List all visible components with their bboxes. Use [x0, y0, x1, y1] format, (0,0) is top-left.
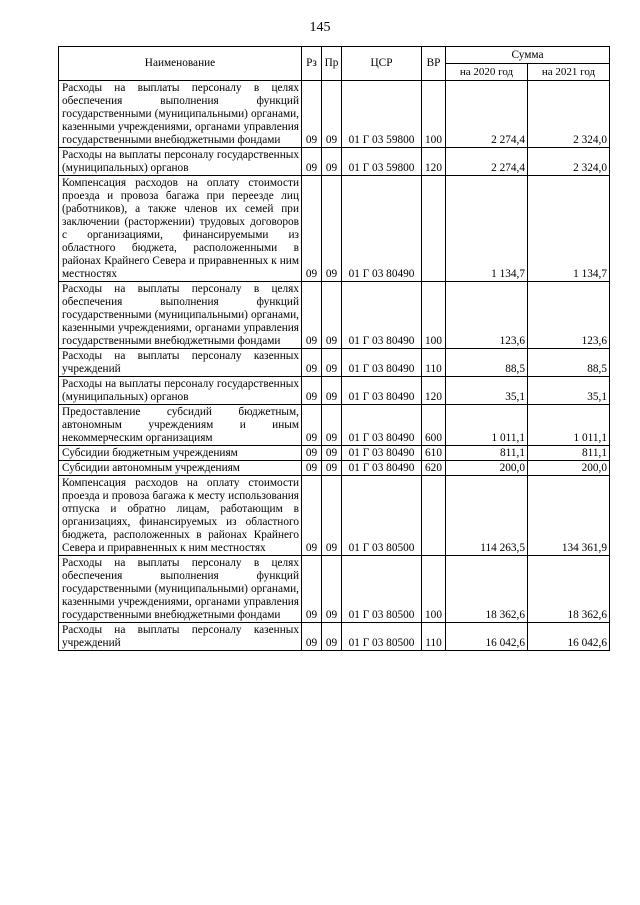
cell-rz: 09: [302, 446, 322, 461]
cell-name: Компенсация расходов на оплату стоимости проезда и провоза багажа при переезде лиц (работников), а также членов их семей при заключении (расторжении) трудовых договоров с организациями, финансируемыми из областного бюджета, расположенными в районах Крайнего Севера и приравненных к ним местностях: [59, 176, 302, 282]
cell-pr: 09: [322, 405, 342, 446]
cell-vr: 120: [422, 148, 446, 176]
cell-sum-2020: 2 274,4: [446, 81, 528, 148]
cell-csr: 01 Г 03 80490: [342, 282, 422, 349]
table-row: [59, 282, 610, 349]
cell-vr: 620: [422, 461, 446, 476]
cell-sum-2020: 123,6: [446, 282, 528, 349]
cell-pr: 09: [322, 282, 342, 349]
cell-sum-2020: 88,5: [446, 349, 528, 377]
cell-sum-2021: 1 011,1: [528, 405, 610, 446]
cell-pr: 09: [322, 148, 342, 176]
cell-sum-2021: 18 362,6: [528, 556, 610, 623]
table-row: [59, 405, 610, 446]
cell-sum-2020: 114 263,5: [446, 476, 528, 556]
cell-csr: 01 Г 03 80500: [342, 623, 422, 651]
cell-csr: 01 Г 03 80500: [342, 476, 422, 556]
cell-rz: 09: [302, 377, 322, 405]
cell-sum-2020: 1 011,1: [446, 405, 528, 446]
table-row: [59, 349, 610, 377]
cell-vr: 110: [422, 623, 446, 651]
cell-sum-2021: 123,6: [528, 282, 610, 349]
cell-name: Компенсация расходов на оплату стоимости проезда и провоза багажа к месту использования отпуска и обратно лицам, работающим в организациях, финансируемых из областного бюджета, расположенных в районах Крайнего Севера и приравненных к ним местностях: [59, 476, 302, 556]
cell-sum-2020: 16 042,6: [446, 623, 528, 651]
cell-name: Расходы на выплаты персоналу государственных (муниципальных) органов: [59, 377, 302, 405]
cell-vr: 120: [422, 377, 446, 405]
cell-pr: 09: [322, 377, 342, 405]
cell-rz: 09: [302, 349, 322, 377]
table-row: [59, 81, 610, 148]
cell-vr: 100: [422, 282, 446, 349]
table-row: [59, 556, 610, 623]
cell-csr: 01 Г 03 59800: [342, 148, 422, 176]
cell-rz: 09: [302, 556, 322, 623]
cell-pr: 09: [322, 556, 342, 623]
table-row: [59, 148, 610, 176]
cell-vr: 610: [422, 446, 446, 461]
cell-sum-2021: 200,0: [528, 461, 610, 476]
cell-csr: 01 Г 03 80490: [342, 176, 422, 282]
header-sum: Сумма: [446, 47, 610, 64]
cell-sum-2021: 88,5: [528, 349, 610, 377]
cell-sum-2020: 18 362,6: [446, 556, 528, 623]
header-year-2021: на 2021 год: [528, 64, 610, 81]
cell-pr: 09: [322, 81, 342, 148]
cell-vr: [422, 176, 446, 282]
cell-name: Расходы на выплаты персоналу в целях обеспечения выполнения функций государственными (муниципальными) органами, казенными учреждениями, органами управления государственными внебюджетными фондами: [59, 81, 302, 148]
cell-name: Расходы на выплаты персоналу казенных учреждений: [59, 623, 302, 651]
table-row: [59, 623, 610, 651]
cell-csr: 01 Г 03 59800: [342, 81, 422, 148]
cell-sum-2021: 2 324,0: [528, 81, 610, 148]
cell-pr: 09: [322, 623, 342, 651]
cell-pr: 09: [322, 176, 342, 282]
cell-vr: [422, 476, 446, 556]
cell-name: Субсидии автономным учреждениям: [59, 461, 302, 476]
cell-name: Расходы на выплаты персоналу в целях обеспечения выполнения функций государственными (муниципальными) органами, казенными учреждениями, органами управления государственными внебюджетными фондами: [59, 556, 302, 623]
cell-rz: 09: [302, 176, 322, 282]
table-row: [59, 476, 610, 556]
cell-sum-2020: 35,1: [446, 377, 528, 405]
table-row: [59, 176, 610, 282]
cell-vr: 100: [422, 81, 446, 148]
cell-sum-2020: 2 274,4: [446, 148, 528, 176]
cell-pr: 09: [322, 446, 342, 461]
table-row: [59, 377, 610, 405]
cell-vr: 110: [422, 349, 446, 377]
budget-table: [58, 46, 610, 651]
cell-sum-2021: 1 134,7: [528, 176, 610, 282]
cell-csr: 01 Г 03 80490: [342, 349, 422, 377]
cell-rz: 09: [302, 282, 322, 349]
cell-csr: 01 Г 03 80490: [342, 405, 422, 446]
cell-pr: 09: [322, 476, 342, 556]
header-csr: ЦСР: [342, 47, 422, 81]
cell-name: Расходы на выплаты персоналу государственных (муниципальных) органов: [59, 148, 302, 176]
page-number: 145: [309, 20, 331, 35]
cell-name: Предоставление субсидий бюджетным, автономным учреждениям и иным некоммерческим организациям: [59, 405, 302, 446]
cell-sum-2021: 35,1: [528, 377, 610, 405]
cell-vr: 100: [422, 556, 446, 623]
cell-rz: 09: [302, 623, 322, 651]
cell-name: Субсидии бюджетным учреждениям: [59, 446, 302, 461]
header-vr: ВР: [422, 47, 446, 81]
cell-csr: 01 Г 03 80490: [342, 446, 422, 461]
cell-csr: 01 Г 03 80490: [342, 461, 422, 476]
cell-csr: 01 Г 03 80490: [342, 377, 422, 405]
table-row: [59, 461, 610, 476]
cell-name: Расходы на выплаты персоналу казенных учреждений: [59, 349, 302, 377]
cell-pr: 09: [322, 349, 342, 377]
cell-sum-2020: 1 134,7: [446, 176, 528, 282]
cell-sum-2020: 200,0: [446, 461, 528, 476]
cell-sum-2021: 2 324,0: [528, 148, 610, 176]
header-name: Наименование: [59, 47, 302, 81]
cell-rz: 09: [302, 461, 322, 476]
table-body: [59, 81, 610, 651]
cell-pr: 09: [322, 461, 342, 476]
cell-sum-2020: 811,1: [446, 446, 528, 461]
header-year-2020: на 2020 год: [446, 64, 528, 81]
table-row: [59, 446, 610, 461]
cell-rz: 09: [302, 405, 322, 446]
cell-name: Расходы на выплаты персоналу в целях обеспечения выполнения функций государственными (муниципальными) органами, казенными учреждениями, органами управления государственными внебюджетными фондами: [59, 282, 302, 349]
cell-rz: 09: [302, 476, 322, 556]
cell-vr: 600: [422, 405, 446, 446]
header-pr: Пр: [322, 47, 342, 81]
header-rz: Рз: [302, 47, 322, 81]
cell-sum-2021: 811,1: [528, 446, 610, 461]
cell-sum-2021: 134 361,9: [528, 476, 610, 556]
cell-sum-2021: 16 042,6: [528, 623, 610, 651]
cell-rz: 09: [302, 148, 322, 176]
cell-rz: 09: [302, 81, 322, 148]
cell-csr: 01 Г 03 80500: [342, 556, 422, 623]
